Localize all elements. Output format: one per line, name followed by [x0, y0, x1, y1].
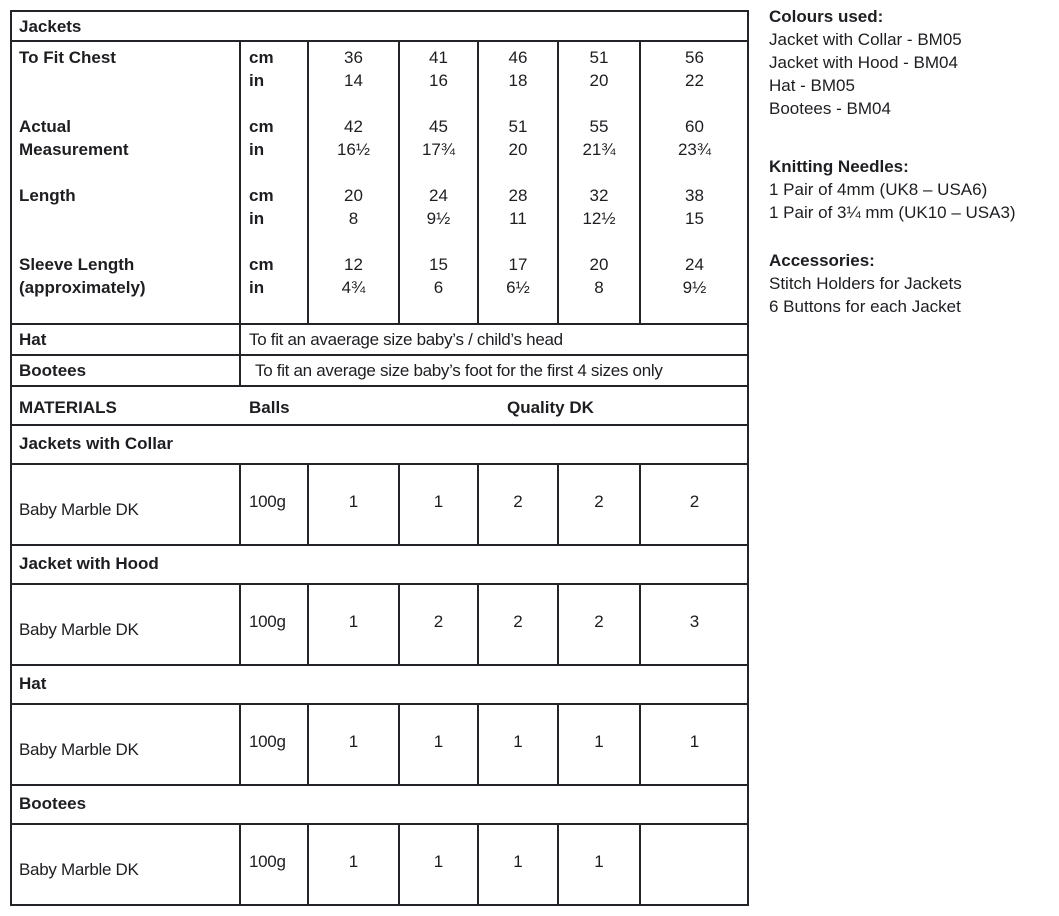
- unit-label: in: [249, 278, 265, 297]
- yarn-name: Baby Marble DK: [19, 860, 139, 879]
- size-value: 16: [429, 71, 448, 90]
- ball-count: 2: [594, 612, 604, 631]
- ball-count: 1: [433, 852, 444, 871]
- size-value: 6: [433, 278, 444, 297]
- unit-label: cm: [249, 186, 274, 205]
- row-divider: [12, 40, 747, 42]
- size-value: 56: [685, 48, 704, 67]
- accessories-title: Accessories:: [769, 251, 875, 270]
- size-value: 55: [589, 117, 609, 136]
- unit-label: in: [249, 140, 265, 159]
- colour-item: Jacket with Collar - BM05: [769, 30, 962, 49]
- size-value: 41: [429, 48, 448, 67]
- ball-count: 1: [513, 732, 523, 751]
- material-group-title: Bootees: [19, 794, 87, 813]
- yarn-weight: 100g: [249, 492, 286, 511]
- unit-label: in: [249, 71, 265, 90]
- size-value: 9½: [682, 278, 707, 297]
- size-value: 22: [685, 71, 704, 90]
- row-divider: [12, 424, 747, 426]
- yarn-weight: 100g: [249, 612, 286, 631]
- unit-label: cm: [249, 255, 274, 274]
- row-divider: [12, 354, 747, 356]
- label-divider: [239, 324, 241, 386]
- ball-count: 1: [348, 492, 359, 511]
- size-value: 15: [685, 209, 704, 228]
- ball-count: 2: [594, 492, 604, 511]
- needle-item: 1 Pair of 4mm (UK8 – USA6): [769, 180, 988, 199]
- row-divider: [12, 703, 747, 705]
- row-divider: [12, 323, 747, 325]
- ball-count: 1: [433, 732, 444, 751]
- column-divider: [239, 584, 241, 665]
- measurement-label: To Fit Chest: [19, 48, 116, 67]
- size-value: 60: [685, 117, 704, 136]
- material-group-title: Hat: [19, 674, 47, 693]
- unit-label: cm: [249, 117, 274, 136]
- yarn-name: Baby Marble DK: [19, 740, 139, 759]
- colour-item: Hat - BM05: [769, 76, 855, 95]
- ball-count: 1: [348, 732, 359, 751]
- size-value: 16½: [336, 140, 371, 159]
- measurement-label: (approximately): [19, 278, 146, 297]
- size-value: 45: [429, 117, 448, 136]
- size-value: 9½: [426, 209, 451, 228]
- size-value: 28: [508, 186, 528, 205]
- size-value: 18: [508, 71, 528, 90]
- row-divider: [12, 385, 747, 387]
- measurement-label: Length: [19, 186, 76, 205]
- size-value: 51: [589, 48, 609, 67]
- size-value: 21¾: [582, 140, 616, 159]
- yarn-name: Baby Marble DK: [19, 620, 139, 639]
- size-value: 8: [348, 209, 359, 228]
- pattern-table: [10, 10, 749, 906]
- size-value: 36: [344, 48, 363, 67]
- size-value: 12½: [582, 209, 616, 228]
- size-value: 24: [685, 255, 704, 274]
- size-value: 42: [344, 117, 363, 136]
- size-value: 17: [508, 255, 528, 274]
- ball-count: 1: [513, 852, 523, 871]
- row-divider: [12, 784, 747, 786]
- measurement-label: Sleeve Length: [19, 255, 135, 274]
- balls-header: Balls: [249, 398, 290, 417]
- needles-title: Knitting Needles:: [769, 157, 909, 176]
- column-divider: [239, 824, 241, 906]
- needle-item: 1 Pair of 3¼ mm (UK10 – USA3): [769, 203, 1016, 222]
- size-value: 51: [508, 117, 528, 136]
- ball-count: 2: [433, 612, 444, 631]
- size-value: 24: [429, 186, 448, 205]
- bootees-fit-text: To fit an average size baby’s foot for the first 4 sizes only: [255, 361, 663, 380]
- row-divider: [12, 583, 747, 585]
- row-divider: [12, 544, 747, 546]
- accessory-item: 6 Buttons for each Jacket: [769, 297, 961, 316]
- quality-header: Quality DK: [507, 398, 594, 417]
- bootees-label: Bootees: [19, 361, 87, 380]
- section-title-jackets: Jackets: [19, 17, 82, 36]
- hat-label: Hat: [19, 330, 47, 349]
- ball-count: 2: [689, 492, 700, 511]
- size-value: 23¾: [677, 140, 712, 159]
- yarn-name: Baby Marble DK: [19, 500, 139, 519]
- measurement-label: Actual: [19, 117, 71, 136]
- size-value: 20: [508, 140, 528, 159]
- size-value: 14: [344, 71, 363, 90]
- size-value: 6½: [506, 278, 530, 297]
- measurement-label: Measurement: [19, 140, 129, 159]
- ball-count: 1: [348, 612, 359, 631]
- size-value: 17¾: [421, 140, 456, 159]
- size-value: 15: [429, 255, 448, 274]
- size-value: 20: [589, 71, 609, 90]
- size-value: 12: [344, 255, 363, 274]
- hat-fit-text: To fit an avaerage size baby’s / child’s head: [249, 330, 563, 349]
- column-divider: [239, 41, 241, 324]
- size-value: 38: [685, 186, 704, 205]
- size-value: 20: [589, 255, 609, 274]
- material-group-title: Jackets with Collar: [19, 434, 174, 453]
- ball-count: 2: [513, 492, 523, 511]
- column-divider: [239, 704, 241, 785]
- size-value: 4¾: [341, 278, 366, 297]
- colours-title: Colours used:: [769, 7, 884, 26]
- size-value: 11: [509, 209, 527, 228]
- ball-count: 1: [689, 732, 700, 751]
- size-value: 46: [508, 48, 528, 67]
- unit-label: cm: [249, 48, 274, 67]
- ball-count: 3: [689, 612, 700, 631]
- size-value: 20: [344, 186, 363, 205]
- ball-count: 2: [513, 612, 523, 631]
- yarn-weight: 100g: [249, 732, 286, 751]
- size-value: 32: [589, 186, 609, 205]
- colour-item: Jacket with Hood - BM04: [769, 53, 958, 72]
- ball-count: 1: [594, 852, 604, 871]
- ball-count: 1: [594, 732, 604, 751]
- column-divider: [239, 464, 241, 545]
- size-value: 8: [594, 278, 604, 297]
- unit-label: in: [249, 209, 265, 228]
- row-divider: [12, 823, 747, 825]
- ball-count: 1: [433, 492, 444, 511]
- colour-item: Bootees - BM04: [769, 99, 891, 118]
- ball-count: 1: [348, 852, 359, 871]
- materials-header: MATERIALS: [19, 398, 117, 417]
- accessory-item: Stitch Holders for Jackets: [769, 274, 962, 293]
- row-divider: [12, 664, 747, 666]
- material-group-title: Jacket with Hood: [19, 554, 159, 573]
- row-divider: [12, 463, 747, 465]
- yarn-weight: 100g: [249, 852, 286, 871]
